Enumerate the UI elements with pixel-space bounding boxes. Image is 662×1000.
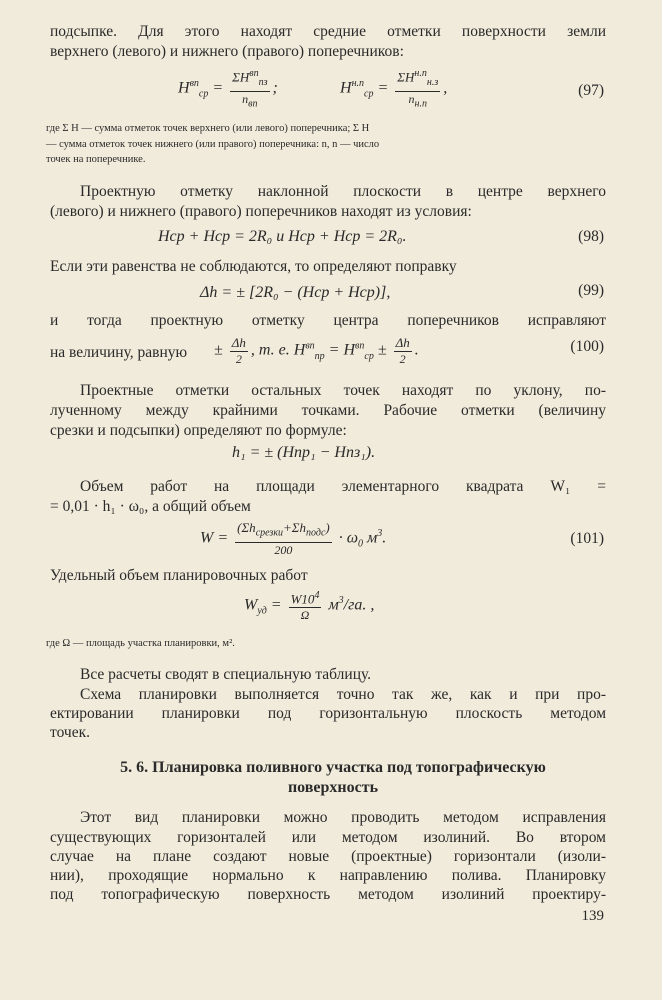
formula-97-right: $H^{н.п}_{ср}$ = $\frac{\Sigma H^{н.п}_{н.з}}{n_{н.п}}$ , xyxy=(340,68,448,110)
text-line: Все расчеты сводят в специальную таблицу. xyxy=(80,666,372,683)
formula-98: Hср + Hср = 2R₀ и Hср + Hср = 2R₀. xyxy=(158,228,407,245)
text-line: Объем работ на площади элементарного квадрата W₁ = xyxy=(80,478,606,495)
section-heading: поверхность xyxy=(287,779,379,796)
text-line: Проектную отметку наклонной плоскости в центре верхнего xyxy=(80,183,606,200)
equation-number-98: (98) xyxy=(578,228,604,245)
formula-wud: $W_{уд}$ = $\frac{W10^4}{\Omega}$ $м^3/га$. , xyxy=(244,590,375,623)
text-line: срезки и подсыпки) определяют по формуле: xyxy=(50,422,347,439)
text-line: под топографическую поверхность методом изолиний проектиру- xyxy=(50,886,606,903)
equation-number-100: (100) xyxy=(570,338,604,355)
text-line: = 0,01 · h₁ · ω₀, а общий объем xyxy=(50,498,251,515)
equation-number-101: (101) xyxy=(570,530,604,547)
formula-101: W = $\frac{(\Sigma h_{срезки}+\Sigma h_{подс})}{200}$ · $\omega_0$ $м^3$. xyxy=(200,520,387,557)
footnote-line: где Σ H — сумма отметок точек верхнего (или левого) поперечника; Σ H xyxy=(46,123,370,134)
formula-99: Δh = ± [2R₀ − (Hср + Hср)], xyxy=(200,284,391,301)
formula-h1: h₁ = ± (Hпр₁ − Hпз₁). xyxy=(232,444,376,461)
text-line: Удельный объем планировочных работ xyxy=(50,567,308,584)
footnote-line: где Ω — площадь участка планировки, м². xyxy=(46,638,235,649)
text-line: (левого) и нижнего (правого) поперечников находят из условия: xyxy=(50,203,472,220)
text-line: случае на плане создают новые (проектные) горизонтали (изоли- xyxy=(50,848,606,865)
formula-97-left: $H^{вп}_{ср}$ = $\frac{\Sigma H^{вп}_{пз}}{n_{вп}}$ ; xyxy=(178,68,278,110)
equation-number-99: (99) xyxy=(578,282,604,299)
text-line: Проектные отметки остальных точек находят по уклону, по- xyxy=(80,382,606,399)
text-line: нии), проходящие нормально к направлению полива. Планировку xyxy=(50,867,606,884)
text-line: Если эти равенства не соблюдаются, то определяют поправку xyxy=(50,258,457,275)
footnote-line: — сумма отметок точек нижнего (или правого) поперечника: n, n — число xyxy=(46,139,380,150)
text-line: и тогда проектную отметку центра поперечников исправляют xyxy=(50,312,606,329)
equation-number-97: (97) xyxy=(578,82,604,99)
text-line: на величину, равную xyxy=(50,344,188,361)
formula-100: ± $\frac{\Delta h}{2}$ , т. е. $H^{вп}_{пр} = H^{вп}_{ср}$ ± $\frac{\Delta h}{2}$ . xyxy=(214,335,419,366)
page-number: 139 xyxy=(581,908,604,924)
text-line: верхнего (левого) и нижнего (правого) поперечников: xyxy=(50,43,404,60)
section-heading: 5. 6. Планировка поливного участка под топографическую xyxy=(120,759,546,776)
footnote-line: точек на поперечнике. xyxy=(46,154,146,165)
text-line: ектировании планировки под горизонтальную плоскость методом xyxy=(50,705,606,722)
text-line: подсыпке. Для этого находят средние отметки поверхности земли xyxy=(50,23,606,40)
text-line: точек. xyxy=(50,724,90,741)
text-line: существующих горизонталей или методом изолиний. Во втором xyxy=(50,829,606,846)
text-line: лученному между крайними точками. Рабочие отметки (величину xyxy=(50,402,606,419)
text-line: Схема планировки выполняется точно так же, как и при про- xyxy=(80,686,606,703)
text-line: Этот вид планировки можно проводить методом исправления xyxy=(80,809,606,826)
